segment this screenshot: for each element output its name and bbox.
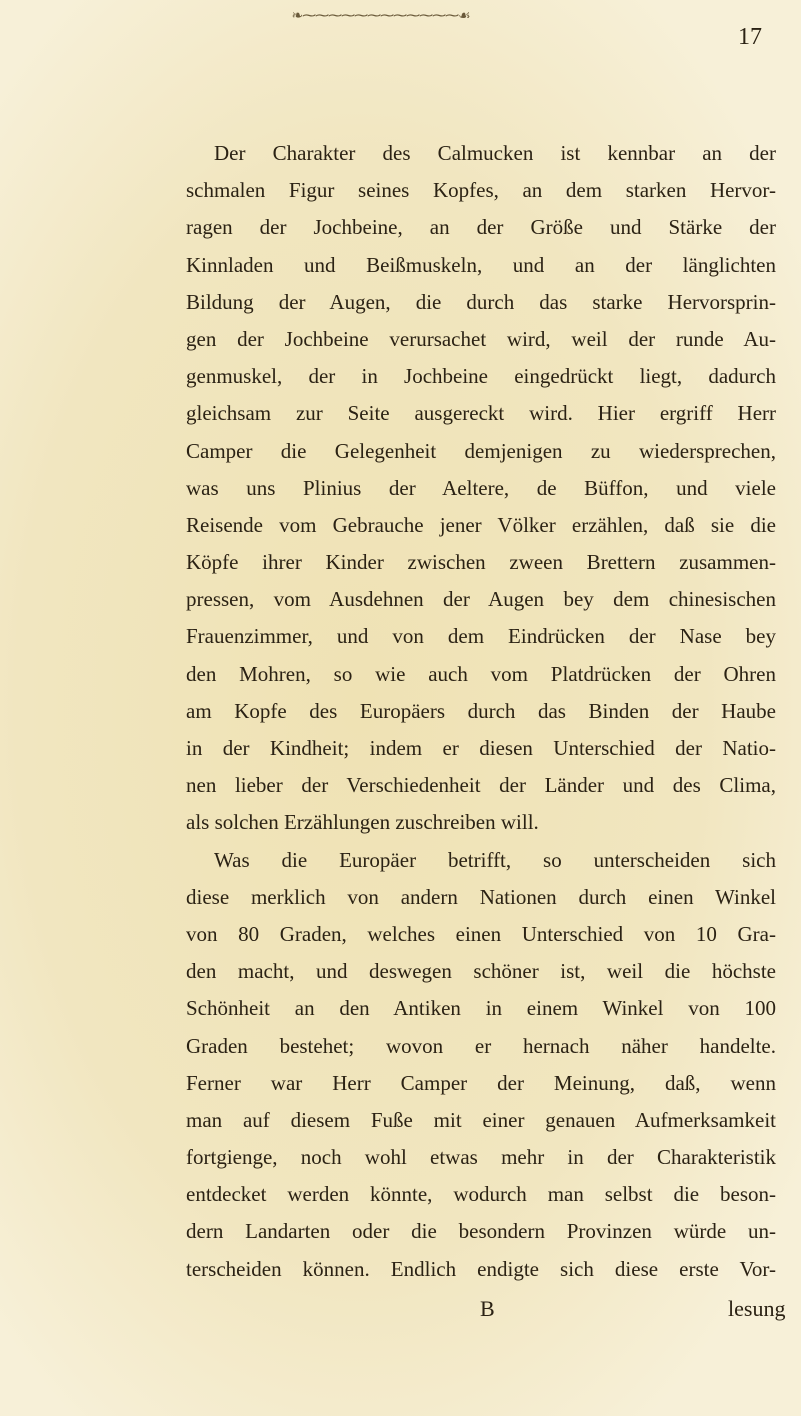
header-ornament: ❧⁓⁓⁓⁓⁓⁓⁓⁓⁓⁓⁓⁓☙ [291, 8, 470, 24]
text-line: den Mohren, so wie auch vom Platdrücken der Ohren [186, 661, 776, 686]
text-line: Ferner war Herr Camper der Meinung, daß, wenn [186, 1070, 776, 1095]
text-line: Frauenzimmer, und von dem Eindrücken der Nase bey [186, 624, 776, 649]
body-text [186, 135, 776, 1288]
text-line: Camper die Gelegenheit demjenigen zu wiedersprechen, [186, 438, 776, 463]
text-line: gen der Jochbeine verursachet wird, weil der runde Au- [186, 326, 776, 351]
text-line: in der Kindheit; indem er diesen Unterschied der Natio- [186, 736, 776, 760]
text-line: Reisende vom Gebrauche jener Völker erzählen, daß sie die [186, 512, 776, 537]
signature-mark: B [480, 1296, 495, 1321]
text-line: pressen, vom Ausdehnen der Augen bey dem chinesischen [186, 587, 776, 612]
text-line: Bildung der Augen, die durch das starke Hervorsprin- [186, 289, 776, 314]
text-line: was uns Plinius der Aeltere, de Büffon, und viele [186, 475, 776, 500]
text-line: als solchen Erzählungen zuschreiben will. [186, 810, 539, 835]
text-line: dern Landarten oder die besondern Provinzen würde un- [186, 1219, 776, 1244]
text-line: schmalen Figur seines Kopfes, an dem starken Hervor- [186, 178, 776, 203]
text-line: Der Charakter des Calmucken ist kennbar an der [214, 141, 776, 165]
text-line: diese merklich von andern Nationen durch einen Winkel [186, 884, 776, 909]
text-line: Köpfe ihrer Kinder zwischen zween Brettern zusammen- [186, 550, 776, 575]
text-line: am Kopfe des Europäers durch das Binden der Haube [186, 698, 776, 723]
text-line: nen lieber der Verschiedenheit der Länder und des Clima, [186, 773, 776, 798]
text-line: genmuskel, der in Jochbeine eingedrückt liegt, dadurch [186, 364, 776, 389]
text-line: Kinnladen und Beißmuskeln, und an der länglichten [186, 252, 776, 277]
text-line: Graden bestehet; wovon er hernach näher handelte. [186, 1033, 776, 1058]
catchword: lesung [728, 1296, 786, 1321]
text-line: Schönheit an den Antiken in einem Winkel von 100 [186, 996, 776, 1021]
text-line: Was die Europäer betrifft, so unterscheiden sich [214, 847, 776, 872]
page-number: 17 [738, 24, 762, 50]
text-line: ragen der Jochbeine, an der Größe und Stärke der [186, 215, 776, 240]
text-line: von 80 Graden, welches einen Unterschied von 10 Gra- [186, 921, 776, 946]
text-line: entdecket werden könnte, wodurch man selbst die beson- [186, 1182, 776, 1207]
text-line: fortgienge, noch wohl etwas mehr in der Charakteristik [186, 1145, 776, 1170]
text-line: den macht, und deswegen schöner ist, weil die höchste [186, 959, 776, 984]
text-line: gleichsam zur Seite ausgereckt wird. Hier ergriff Herr [186, 401, 776, 426]
text-line: terscheiden können. Endlich endigte sich diese erste Vor- [186, 1256, 776, 1281]
text-line: man auf diesem Fuße mit einer genauen Aufmerksamkeit [186, 1107, 776, 1132]
